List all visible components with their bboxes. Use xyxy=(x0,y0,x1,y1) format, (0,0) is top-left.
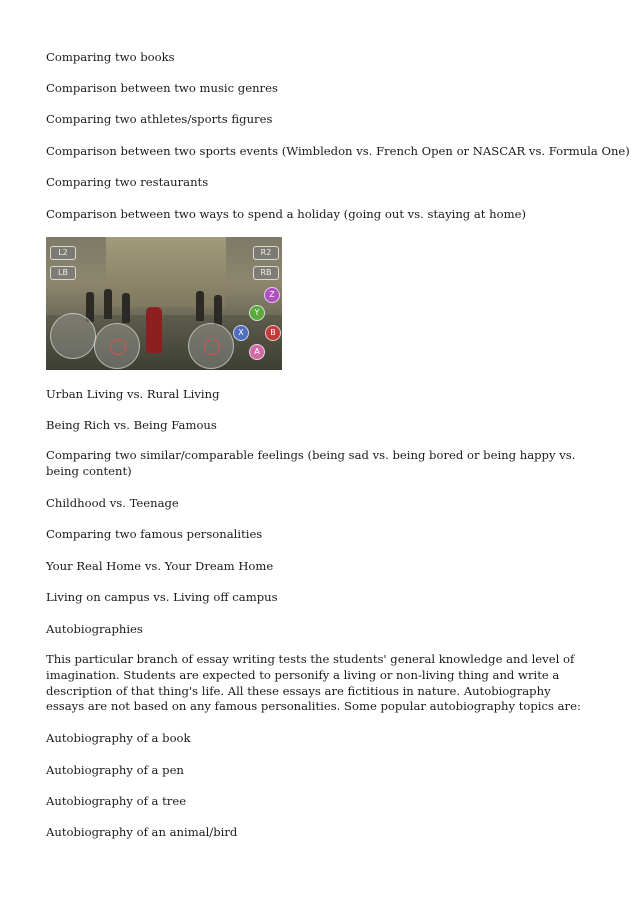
list-item: Comparing two books xyxy=(46,50,175,64)
list-item: Comparison between two sports events (Wimbledon vs. French Open or NASCAR vs. Formula One) xyxy=(46,144,630,158)
list-item: Being Rich vs. Being Famous xyxy=(46,418,217,432)
list-item: Comparing two restaurants xyxy=(46,175,209,189)
x-button: X xyxy=(233,325,249,341)
main-character xyxy=(146,307,162,353)
a-button: A xyxy=(249,344,265,360)
stick-center-icon xyxy=(110,339,126,355)
list-item: Comparing two similar/comparable feelings (being sad vs. being bored or being happy vs. being content) xyxy=(46,448,576,478)
dpad-stick xyxy=(94,323,140,369)
list-item: Comparison between two music genres xyxy=(46,81,278,95)
list-item: Childhood vs. Teenage xyxy=(46,496,179,510)
list-item: Living on campus vs. Living off campus xyxy=(46,590,278,604)
list-item: Comparing two famous personalities xyxy=(46,527,263,541)
left-thumbstick xyxy=(50,313,96,359)
rb-button: RB xyxy=(253,266,279,280)
y-button: Y xyxy=(249,305,265,321)
list-item: Comparing two athletes/sports figures xyxy=(46,112,273,126)
list-item: Autobiography of a pen xyxy=(46,763,184,777)
right-thumbstick xyxy=(188,323,234,369)
list-item: Autobiography of a book xyxy=(46,731,191,745)
crowd-figure xyxy=(214,295,222,325)
list-item: Autobiography of a tree xyxy=(46,794,187,808)
l2-button: L2 xyxy=(50,246,76,260)
game-screenshot-image xyxy=(46,237,282,370)
list-item: Urban Living vs. Rural Living xyxy=(46,387,220,401)
lb-button: LB xyxy=(50,266,76,280)
body-paragraph: This particular branch of essay writing tests the students' general knowledge and level of imagination. Students are expected to personify a living or non-living thing and write a description of that thing's life. All these essays are fictitious in nature. Autobiography essays are not based on any famous personalities. Some popular autobiography topics are: xyxy=(46,652,581,714)
crowd-figure xyxy=(196,291,204,321)
z-button: Z xyxy=(264,287,280,303)
section-heading: Autobiographies xyxy=(46,622,143,636)
list-item: Autobiography of an animal/bird xyxy=(46,825,238,839)
crowd-figure xyxy=(104,289,112,319)
list-item: Your Real Home vs. Your Dream Home xyxy=(46,559,274,573)
r2-button: R2 xyxy=(253,246,279,260)
stick-center-icon xyxy=(204,339,220,355)
crowd-figure xyxy=(122,293,130,323)
b-button: B xyxy=(265,325,281,341)
list-item: Comparison between two ways to spend a holiday (going out vs. staying at home) xyxy=(46,207,526,221)
